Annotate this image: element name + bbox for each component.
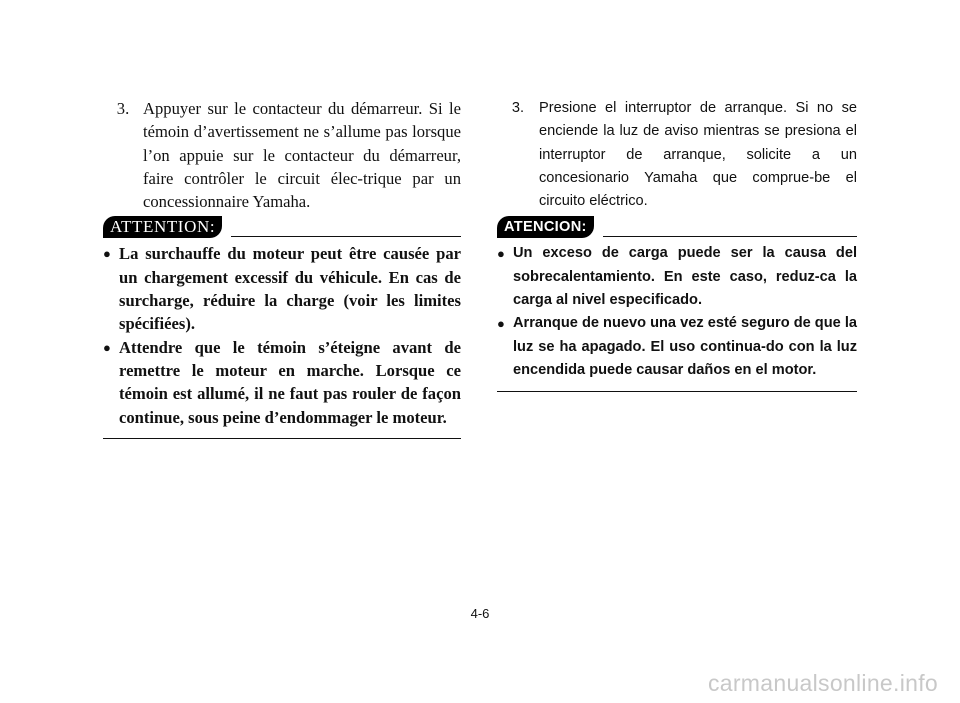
bullet-text: Arranque de nuevo una vez esté seguro de que la luz se ha apagado. El uso continua-do con la luz encendida puede causar daños en el motor. bbox=[513, 315, 857, 378]
bullet-item bbox=[497, 312, 857, 382]
step-text: Presione el interruptor de arranque. Si no se enciende la luz de aviso mientras se presiona el interruptor de arranque, solicite a un concesionario Yamaha que comprue-be el circuito eléctrico. bbox=[539, 100, 857, 210]
warning-header-es bbox=[497, 216, 857, 238]
warning-bullets-es bbox=[497, 242, 857, 382]
bullet-icon: ● bbox=[103, 339, 111, 355]
warning-end-rule bbox=[103, 438, 461, 439]
bullet-icon: ● bbox=[103, 246, 111, 262]
step-text: Appuyer sur le contacteur du démarreur. Si le témoin d’avertissement ne s’allume pas lorsque l’on appuie sur le contacteur du démarreur, faire contrôler le circuit élec-trique par un concessionnaire Yamaha. bbox=[143, 99, 461, 212]
spanish-column bbox=[497, 97, 857, 392]
step-3-fr bbox=[103, 97, 461, 213]
bullet-icon: ● bbox=[497, 246, 505, 262]
french-column bbox=[103, 97, 461, 439]
step-number: 3. bbox=[116, 99, 130, 118]
bullet-item bbox=[103, 242, 461, 335]
warning-rule bbox=[603, 236, 857, 237]
bullet-item bbox=[103, 336, 461, 429]
warning-bullets-fr bbox=[103, 242, 461, 428]
page-number: 4-6 bbox=[470, 606, 490, 621]
bullet-text: Un exceso de carga puede ser la causa del sobrecalentamiento. En este caso, reduz-ca la carga al nivel especificado. bbox=[513, 245, 857, 309]
warning-title: ATTENTION: bbox=[103, 216, 222, 238]
bullet-text: Attendre que le témoin s’éteigne avant de remettre le moteur en marche. Lorsque ce témoin est allumé, il ne faut pas rouler de façon continue, sous peine d’endommager le moteur. bbox=[119, 337, 461, 427]
bullet-item bbox=[497, 242, 857, 312]
warning-header-fr bbox=[103, 216, 461, 238]
warning-end-rule bbox=[497, 391, 857, 392]
step-3-es bbox=[497, 97, 857, 213]
warning-rule bbox=[231, 236, 461, 237]
step-number: 3. bbox=[511, 100, 525, 116]
bullet-text: La surchauffe du moteur peut être causée par un chargement excessif du véhicule. En cas de surcharge, réduire la charge (voir les limites spécifiées). bbox=[119, 244, 461, 334]
warning-title: ATENCION: bbox=[497, 216, 594, 238]
bullet-icon: ● bbox=[497, 316, 505, 332]
watermark: carmanualsonline.info bbox=[707, 670, 938, 696]
